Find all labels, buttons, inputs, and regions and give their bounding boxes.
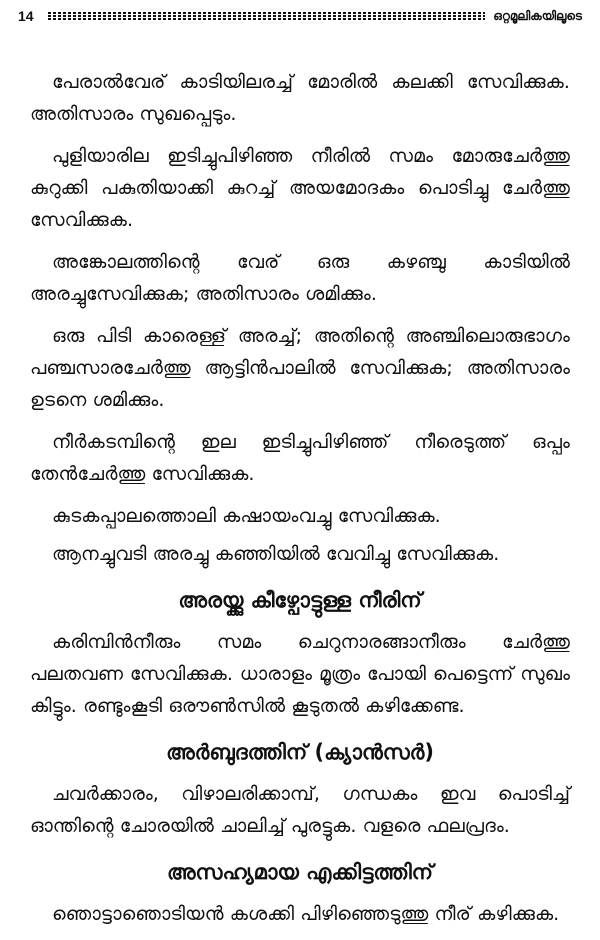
page-number: 14 <box>18 8 34 24</box>
paragraph: കരിമ്പിൻനീരും സമം ചെറുനാരങ്ങാനീരും ചേർത്തു പലതവണ സേവിക്കുക. ധാരാളം മൂത്രം പോയി പെട്ടെന്ന് സുഖം കിട്ടും. രണ്ടുംകൂടി ഒരൗൺസിൽ കൂടുതൽ കഴിക്കേണ്ട. <box>30 631 570 717</box>
section-heading: അരയ്ക്കു കീഴ്പോട്ടുള്ള നീരിന് <box>178 588 422 612</box>
header-rule <box>48 12 485 20</box>
running-title: ഒറ്റമൂലികയിലൂടെ <box>493 8 582 23</box>
paragraph: ആനച്ചുവടി അരച്ചു കഞ്ഞിയിൽ വേവിച്ചു സേവിക്കുക. <box>52 543 500 565</box>
section-heading: അസഹ്യമായ എക്കിട്ടത്തിന് <box>166 860 434 884</box>
paragraph: നീർകടമ്പിന്റെ ഇല ഇടിച്ചുപിഴിഞ്ഞ് നീരെടുത്ത് ഒപ്പം തേൻചേർത്തു സേവിക്കുക. <box>30 431 570 485</box>
section-heading: അർബുദത്തിന് (ക്യാൻസർ) <box>166 740 434 764</box>
paragraph: പേരാൽവേര് കാടിയിലരച്ച് മോരിൽ കലക്കി സേവിക്കുക. അതിസാരം സുഖപ്പെടും. <box>30 71 570 125</box>
running-header <box>18 6 582 26</box>
paragraph: പുളിയാരില ഇടിച്ചുപിഴിഞ്ഞ നീരിൽ സമം മോരുചേർത്തു കുറുക്കി പകുതിയാക്കി കുറച്ച് അയമോദകം പൊടിച്ചു ചേർത്തു സേവിക്കുക. <box>30 145 570 231</box>
paragraph: ചവർക്കാരം, വിഴാലരിക്കാമ്പ്, ഗന്ധകം ഇവ പൊടിച്ച് ഓന്തിന്റെ ചോരയിൽ ചാലിച്ച് പുരട്ടുക. വളരെ ഫലപ്രദം. <box>30 783 570 837</box>
paragraph: ഞൊട്ടാഞൊടിയൻ കശക്കി പിഴിഞ്ഞെടുത്തു നീര് കഴിക്കുക. <box>52 903 560 925</box>
paragraph: ഒരു പിടി കാരെള്ള് അരച്ച്; അതിന്റെ അഞ്ചിലൊരുഭാഗം പഞ്ചസാരചേർത്തു ആട്ടിൻപാലിൽ സേവിക്കുക; അതിസാരം ഉടനെ ശമിക്കും. <box>30 325 570 411</box>
page-body <box>30 66 570 940</box>
paragraph: അങ്കോലത്തിന്റെ വേര് ഒരു കഴഞ്ചു കാടിയിൽ അരച്ചുസേവിക്കുക; അതിസാരം ശമിക്കും. <box>30 251 570 305</box>
paragraph: കുടകപ്പാലത്തൊലി കഷായംവച്ചു സേവിക്കുക. <box>52 505 441 527</box>
